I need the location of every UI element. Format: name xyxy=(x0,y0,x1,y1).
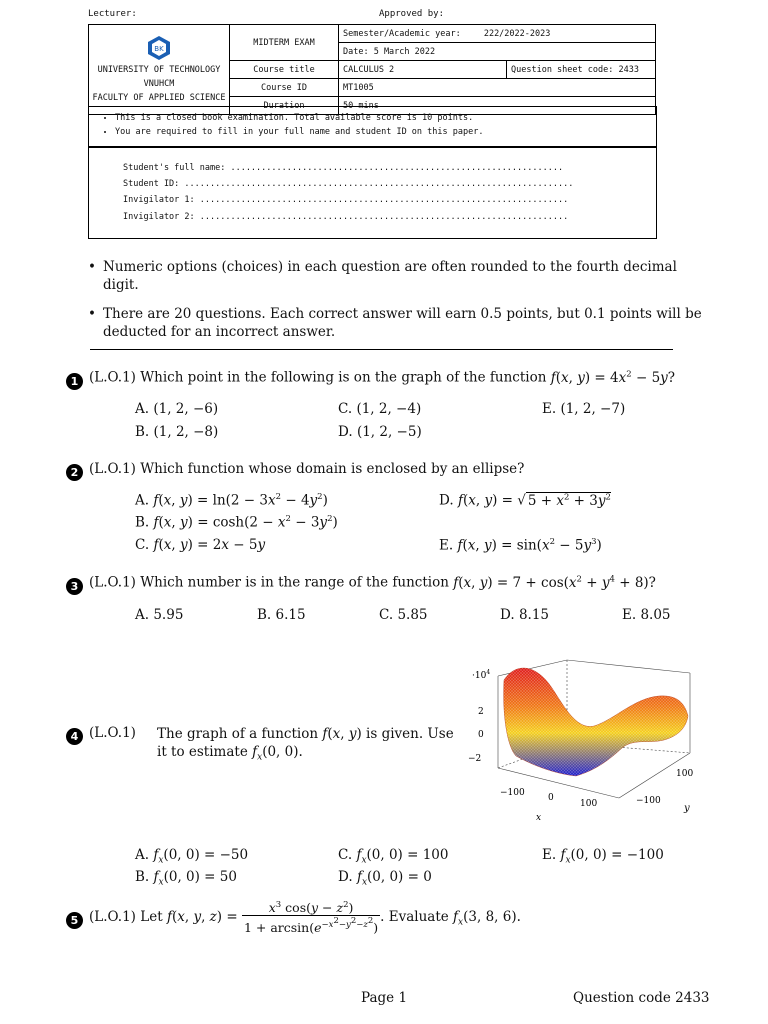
question-number-badge: 3 xyxy=(66,578,83,595)
y-axis-label: y xyxy=(684,803,690,814)
y-tick-label: 100 xyxy=(676,769,694,779)
exam-header-table xyxy=(88,24,656,115)
z-scale-label: $\cdot 10^4$ xyxy=(472,669,491,681)
question-number-badge: 1 xyxy=(66,373,83,390)
option-3c[interactable]: C. 5.85 xyxy=(379,607,428,623)
question-text: Which number is in the range of the function xyxy=(140,574,449,591)
semester-value: 222/2022-2023 xyxy=(483,28,551,39)
duration: 50 mins xyxy=(339,97,656,115)
option-3b[interactable]: B. 6.15 xyxy=(257,607,306,623)
bullet-icon: • xyxy=(88,259,96,275)
z-tick-label: 2 xyxy=(478,707,484,717)
option-3e[interactable]: E. 8.05 xyxy=(622,607,671,623)
option-4a[interactable]: A. $f_x(0$, 0) = −50 xyxy=(135,847,249,866)
question-1 xyxy=(66,369,675,390)
semester-label: Semester/Academic year: xyxy=(343,28,461,39)
bullet-icon: • xyxy=(88,306,96,322)
university-logo-icon xyxy=(146,35,172,61)
invigilator1-field[interactable]: Invigilator 1: ........................................................................ xyxy=(123,195,569,205)
exam-notes xyxy=(88,106,657,148)
question-text: Which function whose domain is enclosed by an ellipse? xyxy=(140,461,525,477)
question-2 xyxy=(66,461,524,481)
learning-outcome: (L.O.1) xyxy=(89,909,136,926)
question-number-badge: 4 xyxy=(66,728,83,745)
option-4c[interactable]: C. $f_x(0$, 0) = 100 xyxy=(338,847,449,866)
x-tick-label: 0 xyxy=(548,793,554,803)
instructions-list xyxy=(88,258,704,352)
approved-label: Approved by: xyxy=(379,9,445,19)
x-tick-label: −100 xyxy=(500,788,525,798)
question-5: 5 (L.O.1) Let f(x, y, z) = $\frac{x^3 \cos(y - z^2)}{1 + \arcsin(e^{-x^2-y^2-z^2})}$ . Evaluate $f_x(3$, 8, 6). xyxy=(66,900,521,935)
instruction-item xyxy=(88,305,704,341)
z-tick-label: −2 xyxy=(468,754,482,764)
option-1a[interactable]: A. (1, 2, −6) xyxy=(135,401,219,417)
campus-name: VNUHCM xyxy=(143,78,175,89)
option-3d[interactable]: D. 8.15 xyxy=(500,607,549,623)
question-number-badge: 5 xyxy=(66,912,83,929)
function-expr: f(x, $y) = 4x^2 - 5y$? xyxy=(550,369,676,386)
option-1d[interactable]: D. (1, 2, −5) xyxy=(338,424,422,440)
university-cell xyxy=(89,25,230,115)
question-sheet-code: Question sheet code: 2433 xyxy=(507,61,656,79)
course-title: CALCULUS 2 xyxy=(339,61,507,79)
semester-cell xyxy=(339,25,656,43)
learning-outcome: (L.O.1) xyxy=(89,574,136,591)
student-name-field[interactable]: Student's full name: ................................................................. xyxy=(123,163,564,173)
exam-type: MIDTERM EXAM xyxy=(230,25,339,61)
option-1c[interactable]: C. (1, 2, −4) xyxy=(338,401,422,417)
option-1b[interactable]: B. (1, 2, −8) xyxy=(135,424,219,440)
learning-outcome: (L.O.1) xyxy=(89,461,136,477)
question-code: Question code 2433 xyxy=(573,990,710,1006)
exam-date: Date: 5 March 2022 xyxy=(339,43,656,61)
x-tick-label: 100 xyxy=(580,799,598,809)
learning-outcome: (L.O.1) xyxy=(89,369,136,386)
question-text: Which point in the following is on the graph of the function xyxy=(140,369,547,386)
divider xyxy=(90,349,673,350)
invigilator2-field[interactable]: Invigilator 2: ........................................................................ xyxy=(123,212,569,222)
option-4b[interactable]: B. $f_x(0$, 0) = 50 xyxy=(135,869,237,888)
option-4e[interactable]: E. $f_x(0$, 0) = −100 xyxy=(542,847,664,866)
surface-plot xyxy=(464,658,714,828)
duration-label: Duration xyxy=(230,97,339,115)
option-2b[interactable]: B. f(x, $y) = \cosh(2 - x^2 - 3y^2)$ xyxy=(135,514,338,531)
z-tick-label: 0 xyxy=(478,730,484,740)
option-2c[interactable]: C. f(x, y) = 2x − 5y xyxy=(135,537,266,553)
question-4-text: The graph of a function f(x, y) is given. Use it to estimate $f_x(0$, 0). xyxy=(157,726,454,763)
question-3 xyxy=(66,574,656,595)
option-4d[interactable]: D. $f_x(0$, 0) = 0 xyxy=(338,869,432,888)
logo-text: BK xyxy=(154,44,164,53)
course-title-label: Course title xyxy=(230,61,339,79)
university-name: UNIVERSITY OF TECHNOLOGY xyxy=(97,64,221,75)
note-fill-name: • You are required to fill in your full name and student ID on this paper. xyxy=(115,125,656,139)
question-4-header xyxy=(66,725,136,745)
faculty-name: FACULTY OF APPLIED SCIENCE xyxy=(92,92,226,103)
student-id-field[interactable]: Student ID: ............................................................................ xyxy=(123,179,574,189)
course-id-label: Course ID xyxy=(230,79,339,97)
x-axis-label: x xyxy=(536,813,542,823)
question-text: Let xyxy=(140,909,163,926)
option-2e[interactable]: E. f(x, $y) = \sin(x^2 - 5y^3)$ xyxy=(439,537,602,554)
option-2d[interactable]: D. f(x, y) = √ $5 + x^2 + 3y^2$ xyxy=(439,492,611,509)
student-info-box xyxy=(88,146,657,239)
y-tick-label: −100 xyxy=(636,796,661,806)
learning-outcome: (L.O.1) xyxy=(89,725,136,741)
instruction-item xyxy=(88,258,704,294)
option-2a[interactable]: A. f(x, $y) = \ln(2 - 3x^2 - 4y^2)$ xyxy=(135,492,328,509)
question-number-badge: 2 xyxy=(66,464,83,481)
option-1e[interactable]: E. (1, 2, −7) xyxy=(542,401,626,417)
page-number: Page 1 xyxy=(361,990,408,1006)
instruction-text: There are 20 questions. Each correct answer will earn 0.5 points, but 0.1 points will be deducted for an incorrect answer. xyxy=(103,306,702,340)
lecturer-label: Lecturer: xyxy=(88,9,137,19)
fraction-expr: $\frac{x^3 \cos(y - z^2)}{1 + \arcsin(e^{-x^2-y^2-z^2})}$ xyxy=(243,900,379,936)
course-id: MT1005 xyxy=(339,79,656,97)
option-3a[interactable]: A. 5.95 xyxy=(135,607,184,623)
note-closed-book: • This is a closed book examination. Total available score is 10 points. xyxy=(115,111,656,125)
function-expr: f(x, $y) = 7 + \cos(x^2 + y^4 + 8)$? xyxy=(453,574,656,591)
instruction-text: Numeric options (choices) in each question are often rounded to the fourth decimal digit. xyxy=(103,259,677,293)
